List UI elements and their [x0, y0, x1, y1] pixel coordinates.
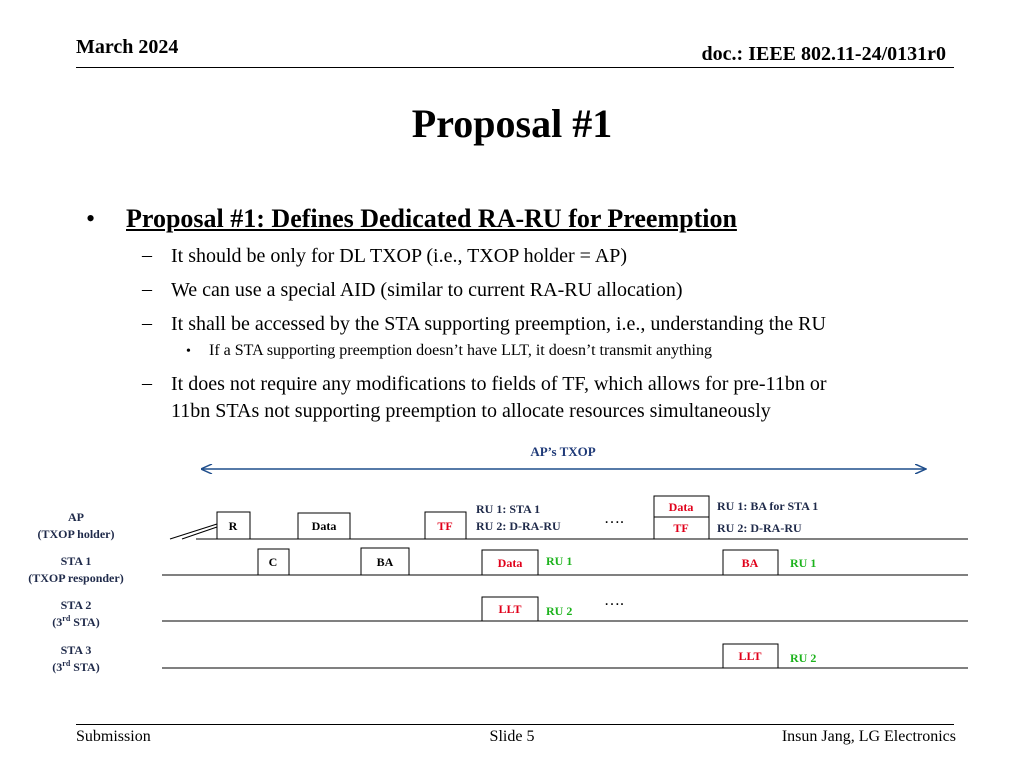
header-date: March 2024: [76, 36, 179, 58]
bullet-level2-3: It shall be accessed by the STA supporting preemption, i.e., understanding the RU: [171, 313, 826, 335]
footer-slide-number: Slide 5: [489, 728, 535, 745]
row-label-sta1: STA 1: [60, 554, 92, 568]
bullet-dot: •: [86, 204, 96, 233]
box-ba-2-label: BA: [741, 556, 759, 570]
row-label-ap-role: (TXOP holder): [37, 527, 115, 541]
note-green-ru1-a: RU 1: [546, 554, 573, 568]
ellipsis-ap: ….: [604, 510, 624, 527]
ellipsis-sta2: ….: [604, 592, 624, 609]
note-green-ru2-b: RU 2: [790, 651, 817, 665]
row-label-sta2: STA 2: [60, 598, 92, 612]
box-ba-1-label: BA: [376, 555, 394, 569]
bullet-level2-4: It does not require any modifications to fields of TF, which allows for pre-11bn or: [171, 373, 827, 395]
dash-marker: –: [142, 312, 152, 334]
bullet-level2-2: We can use a special AID (similar to current RA-RU allocation): [171, 279, 683, 301]
txop-label: AP’s TXOP: [530, 444, 596, 459]
bullet-level2-4-cont: 11bn STAs not supporting preemption to allocate resources simultaneously: [171, 400, 771, 422]
bullet-dot-small: •: [186, 344, 191, 359]
box-tf-2-label: TF: [673, 521, 689, 535]
dash-marker: –: [142, 372, 152, 394]
box-c-label: C: [268, 555, 278, 569]
box-tf-1-label: TF: [437, 519, 453, 533]
row-label-sta3: STA 3: [60, 643, 92, 657]
box-r-label: R: [228, 519, 238, 533]
note-ru-dra-1: RU 2: D-RA-RU: [476, 519, 561, 533]
header-doc-id: doc.: IEEE 802.11-24/0131r0: [701, 43, 946, 65]
bullet-level2-1: It should be only for DL TXOP (i.e., TXOP holder = AP): [171, 245, 628, 267]
footer-rule: [76, 724, 954, 725]
slide-title: Proposal #1: [411, 101, 613, 146]
bullet-level1: Proposal #1: Defines Dedicated RA-RU for Preemption: [126, 204, 737, 233]
row-label-sta1-role: (TXOP responder): [28, 571, 124, 585]
note-green-ru1-b: RU 1: [790, 556, 817, 570]
footer-submission: Submission: [76, 728, 151, 745]
box-llt-2-label: LLT: [738, 649, 762, 663]
note-ru-dra-2: RU 2: D-RA-RU: [717, 521, 802, 535]
note-ru-sta1: RU 1: STA 1: [476, 502, 541, 516]
note-ru-ba: RU 1: BA for STA 1: [717, 499, 819, 513]
footer-author: Insun Jang, LG Electronics: [781, 728, 956, 745]
box-data-ap-label: Data: [311, 519, 337, 533]
row-label-sta3-role: (3rd STA): [52, 659, 100, 674]
row-label-sta2-role: (3rd STA): [52, 614, 100, 629]
row-label-ap: AP: [68, 510, 84, 524]
backoff-slope: [170, 524, 217, 539]
bullet-level3-1: If a STA supporting preemption doesn’t have LLT, it doesn’t transmit anything: [209, 342, 712, 359]
note-green-ru2-a: RU 2: [546, 604, 573, 618]
box-data-ap-2-label: Data: [668, 500, 694, 514]
box-llt-1-label: LLT: [498, 602, 522, 616]
dash-marker: –: [142, 278, 152, 300]
box-data-sta1-label: Data: [497, 556, 523, 570]
dash-marker: –: [142, 244, 152, 266]
